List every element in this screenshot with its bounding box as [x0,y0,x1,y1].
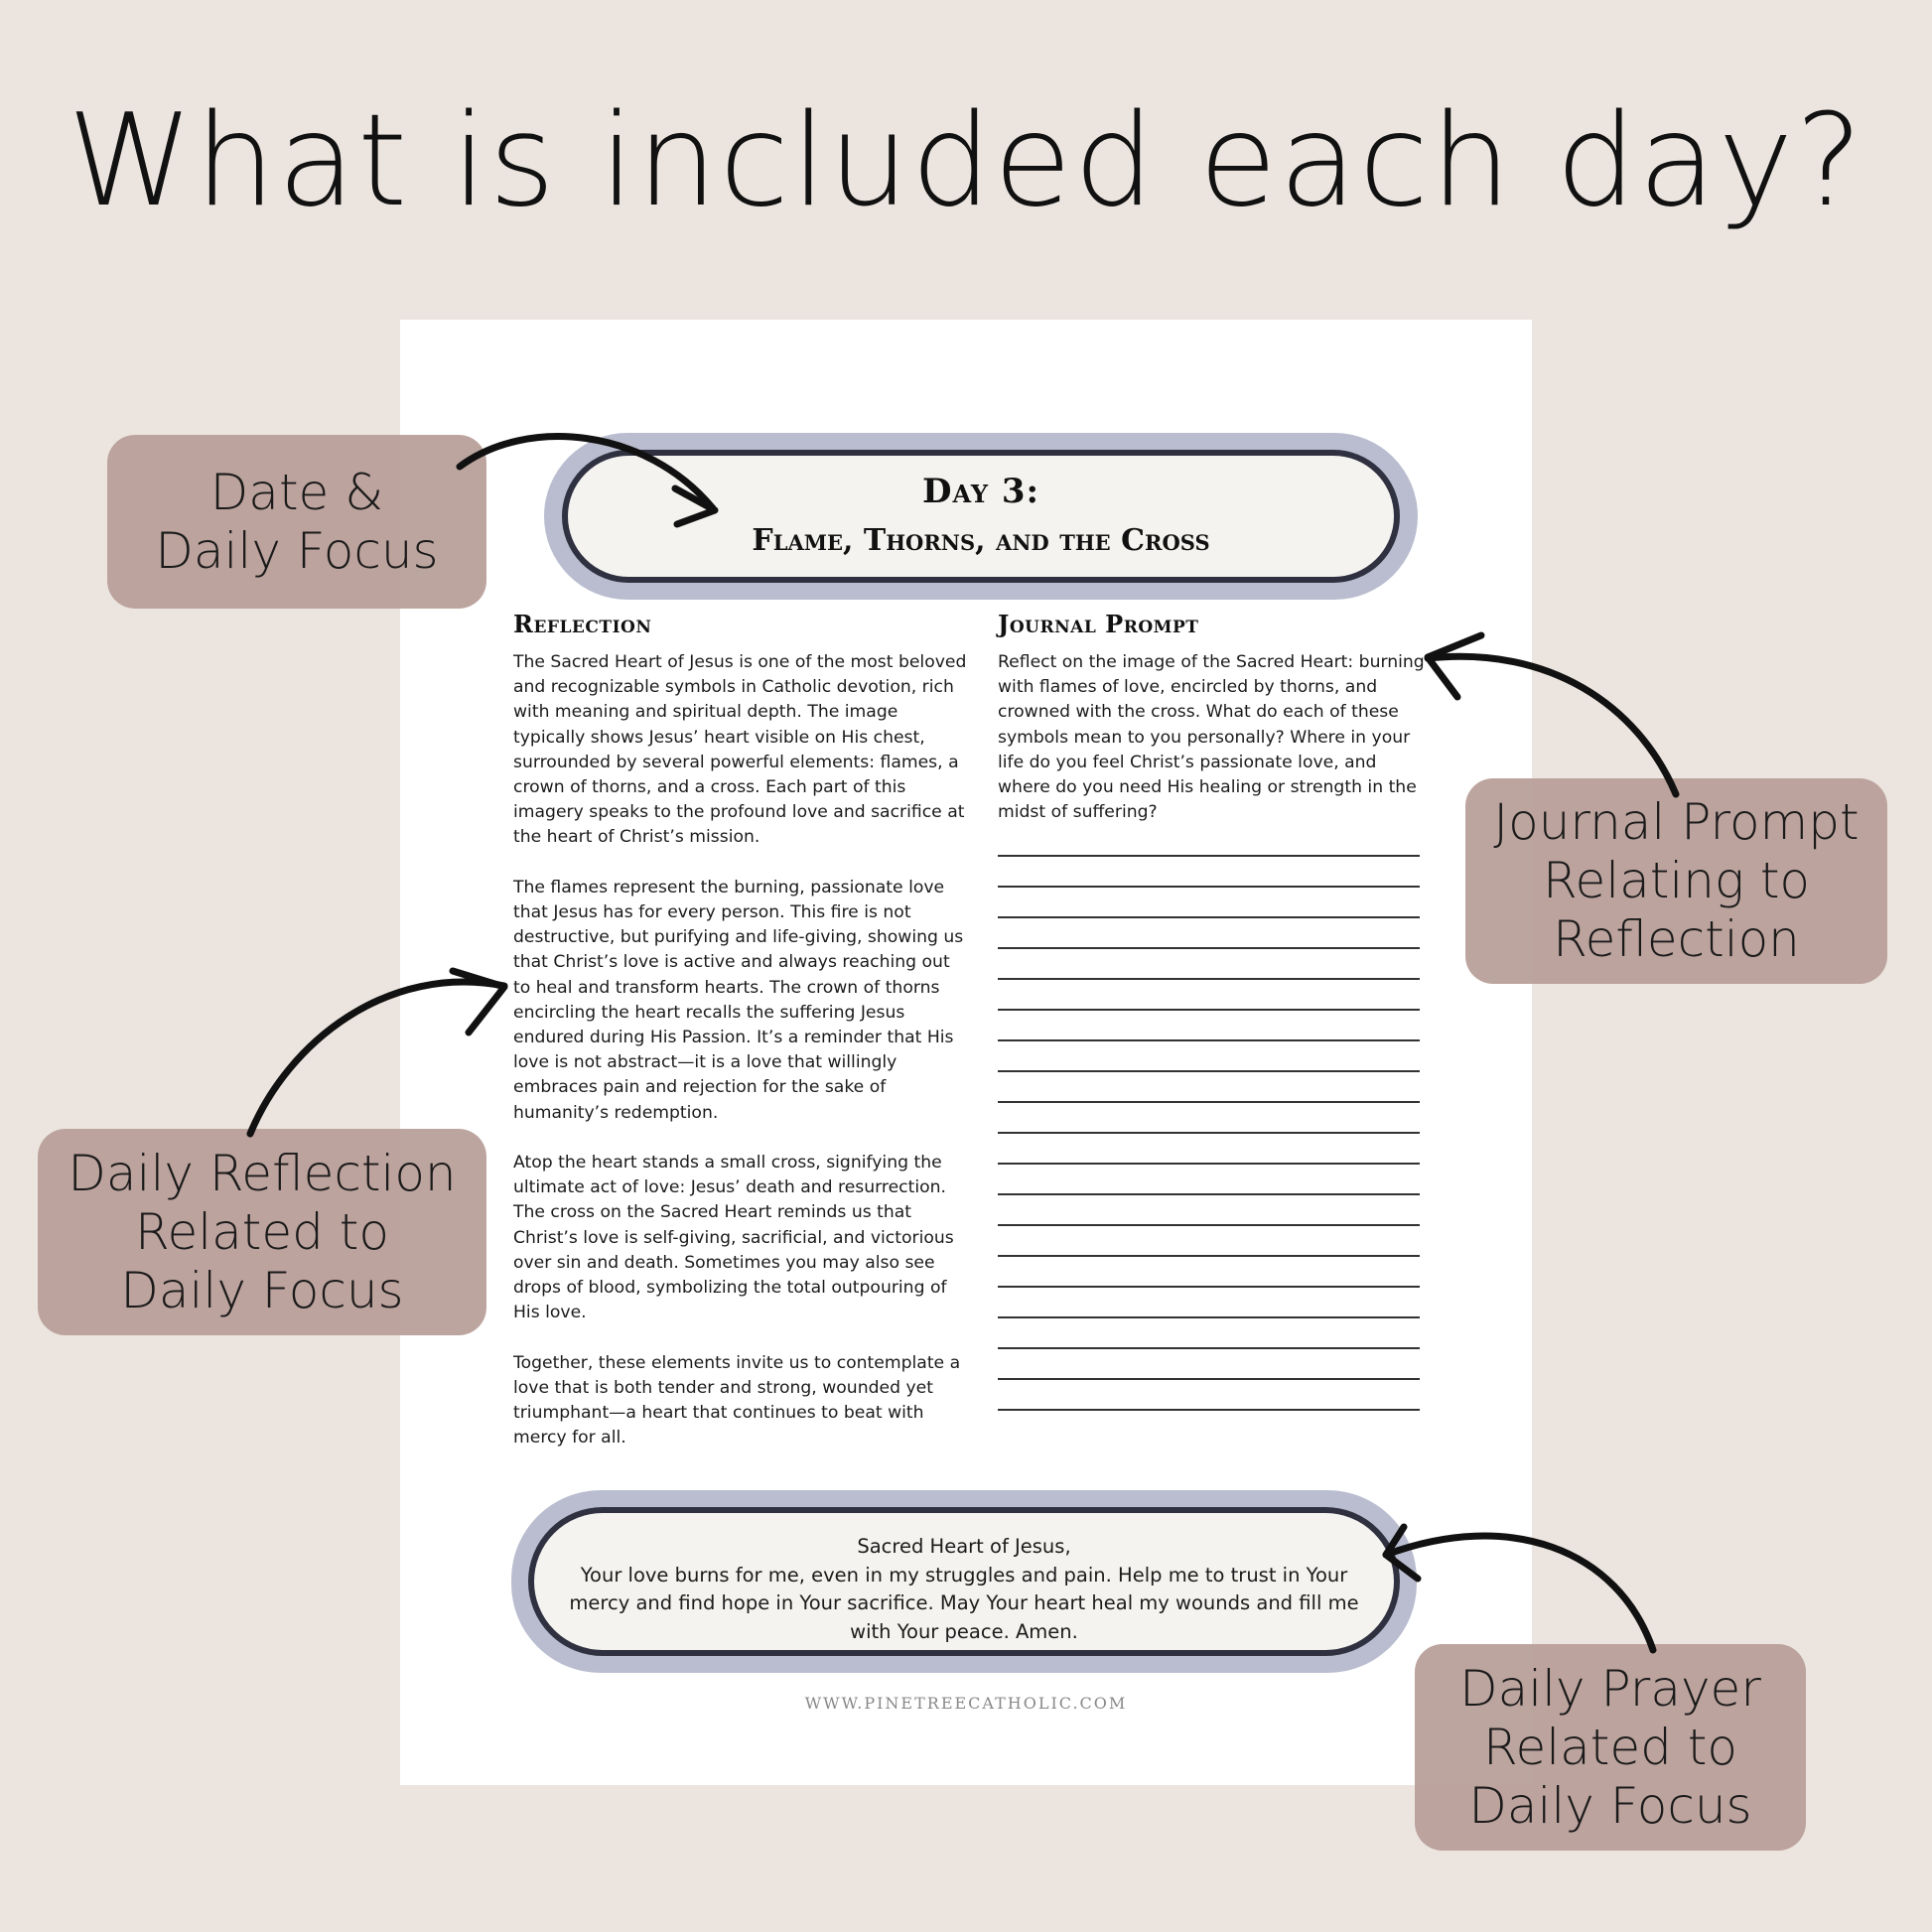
callout-daily-prayer: Daily Prayer Related to Daily Focus [1415,1644,1806,1851]
reflection-paragraph: The flames represent the burning, passionate love that Jesus has for every person. This fire is not destructive, but purifying and life-giving, showing us that Christ’s love is active and always reaching out to heal and transform hearts. The crown of thorns encircling the heart recalls the suffering Jesus endured during His Passion. It’s a reminder that His love is not abstract—it is a love that willingly embraces pain and rejection for the sake of humanity’s redemption. [513,877,964,1123]
prayer-body: Your love burns for me, even in my struggles and pain. Help me to trust in Your mercy and find hope in Your sacrifice. May Your heart heal my wounds and fill me with Your peace. Amen. [569,1563,1359,1643]
day-title: Day 3: [921,472,1040,511]
arrow-to-day-title-icon [460,437,715,524]
callout-date-focus: Date & Daily Focus [107,435,486,609]
reflection-heading: Reflection [513,610,652,638]
reflection-paragraph: Atop the heart stands a small cross, signifying the ultimate act of love: Jesus’ death and resurrection. The cross on the Sacred Heart reminds us that Christ’s love is self-giving, sacrificial, and victorious over sin and death. Sometimes you may also see drops of blood, symbolizing the total outpouring of His love. [513,1153,954,1323]
callout-daily-reflection: Daily Reflection Related to Daily Focus [38,1129,486,1335]
journal-heading: Journal Prompt [998,610,1199,638]
reflection-paragraph: The Sacred Heart of Jesus is one of the most beloved and recognizable symbols in Catholic devotion, rich with meaning and spiritual depth. The image typically shows Jesus’ heart visible on His chest, surrounded by several powerful elements: flames, a crown of thorns, and a cross. Each part of this imagery speaks to the profound love and sacrifice at the heart of Christ’s mission. [513,652,967,848]
prayer-opening: Sacred Heart of Jesus, [857,1535,1071,1558]
headline: What is included each day? [67,87,1865,235]
reflection-paragraph: Together, these elements invite us to contemplate a love that is both tender and strong, wounded yet triumphant—a heart that continues to beat with mercy for all. [513,1352,961,1449]
callout-journal-prompt: Journal Prompt Relating to Reflection [1465,778,1887,984]
day-subtitle: Flame, Thorns, and the Cross [752,523,1210,558]
arrow-to-journal-icon [1428,635,1676,794]
journal-prompt: Reflect on the image of the Sacred Heart: burning with flames of love, encircled by thorns, and crowned with the cross. What do each of these symbols mean to you personally? Where in your life do you feel Christ’s passionate love, and where do you need His healing or strength in the midst of suffering? [998,652,1425,823]
footer-url: WWW.PINETREECATHOLIC.COM [804,1694,1128,1713]
arrow-to-reflection-icon [250,971,504,1134]
arrow-to-prayer-icon [1386,1527,1653,1650]
